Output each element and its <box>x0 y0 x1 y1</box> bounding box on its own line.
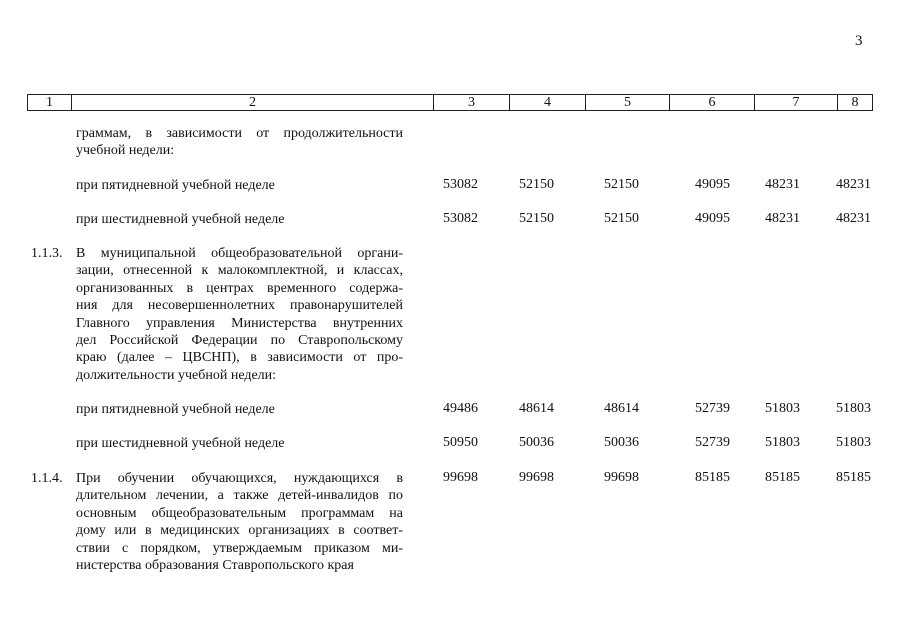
cell-col-4: 52150 <box>519 177 554 192</box>
cell-col-5: 50036 <box>604 435 639 450</box>
header-cell-1: 1 <box>28 95 72 110</box>
cell-col-4: 52150 <box>519 211 554 226</box>
cell-col-7: 51803 <box>765 435 800 450</box>
cell-col-4: 50036 <box>519 435 554 450</box>
clause-line: При обучении обучающихся, нуждающихся в <box>76 471 403 486</box>
cell-col-6: 49095 <box>695 211 730 226</box>
header-cell-8: 8 <box>851 95 859 110</box>
cell-col-8: 48231 <box>836 211 871 226</box>
clause-line: дому или в медицинских организациях в соответ- <box>76 523 403 539</box>
clause-line: краю (далее – ЦВСНП), в зависимости от про- <box>76 350 403 366</box>
clause-line: ния для несовершеннолетних правонарушителей <box>76 298 403 314</box>
cell-col-4: 48614 <box>519 401 554 416</box>
clause-paragraph <box>76 245 403 384</box>
cell-col-7: 48231 <box>765 211 800 226</box>
table-row <box>0 177 903 195</box>
clause-line: ствии с порядком, утверждаемым приказом ми- <box>76 540 403 556</box>
clause-number: 1.1.3. <box>31 246 63 261</box>
clause-line: должительности учебной недели: <box>76 367 277 383</box>
cell-col-5: 48614 <box>604 401 639 416</box>
clause-line: дел Российской Федерации по Ставропольскому <box>76 333 403 349</box>
header-cell-4: 4 <box>510 95 586 110</box>
cell-col-8: 51803 <box>836 401 871 416</box>
table-header-row <box>27 94 873 111</box>
header-cell-3: 3 <box>434 95 510 110</box>
clause-line: нистерства образования Ставропольского края <box>76 558 354 574</box>
clause-line: Главного управления Министерства внутренних <box>76 315 403 331</box>
cell-col-5: 99698 <box>604 470 639 485</box>
cell-col-5: 52150 <box>604 177 639 192</box>
cell-col-8: 85185 <box>836 470 871 485</box>
cell-col-4: 99698 <box>519 470 554 485</box>
row-label: при шестидневной учебной неделе <box>76 212 285 227</box>
table-row <box>0 435 903 453</box>
header-cell-7: 7 <box>755 95 838 110</box>
intro-paragraph <box>76 125 403 160</box>
header-cell-5: 5 <box>586 95 670 110</box>
page-number: 3 <box>855 33 863 49</box>
cell-col-7: 48231 <box>765 177 800 192</box>
cell-col-6: 52739 <box>695 435 730 450</box>
cell-col-3: 53082 <box>443 177 478 192</box>
clause-number: 1.1.4. <box>31 471 63 486</box>
intro-line: учебной недели: <box>76 143 175 159</box>
clause-line: В муниципальной общеобразовательной органи- <box>76 246 403 261</box>
cell-col-7: 85185 <box>765 470 800 485</box>
table-row <box>0 211 903 229</box>
cell-col-5: 52150 <box>604 211 639 226</box>
row-label: при пятидневной учебной неделе <box>76 402 275 417</box>
table-row <box>0 401 903 419</box>
cell-col-6: 52739 <box>695 401 730 416</box>
cell-col-8: 48231 <box>836 177 871 192</box>
clause-line: организованных в центрах временного содержа- <box>76 280 403 296</box>
intro-line: граммам, в зависимости от продолжительности <box>76 126 403 141</box>
row-label: при шестидневной учебной неделе <box>76 436 285 451</box>
cell-col-8: 51803 <box>836 435 871 450</box>
cell-col-3: 99698 <box>443 470 478 485</box>
cell-col-3: 53082 <box>443 211 478 226</box>
clause-line: основным общеобразовательным программам на <box>76 505 403 521</box>
cell-col-3: 49486 <box>443 401 478 416</box>
header-cell-6: 6 <box>670 95 755 110</box>
header-cell-2: 2 <box>72 95 434 110</box>
row-label: при пятидневной учебной неделе <box>76 178 275 193</box>
cell-col-6: 85185 <box>695 470 730 485</box>
cell-col-7: 51803 <box>765 401 800 416</box>
clause-line: зации, отнесенной к малокомплектной, и классах, <box>76 263 403 279</box>
cell-col-3: 50950 <box>443 435 478 450</box>
clause-line: длительном лечении, а также детей-инвалидов по <box>76 488 403 504</box>
cell-col-6: 49095 <box>695 177 730 192</box>
table-row <box>0 470 903 488</box>
